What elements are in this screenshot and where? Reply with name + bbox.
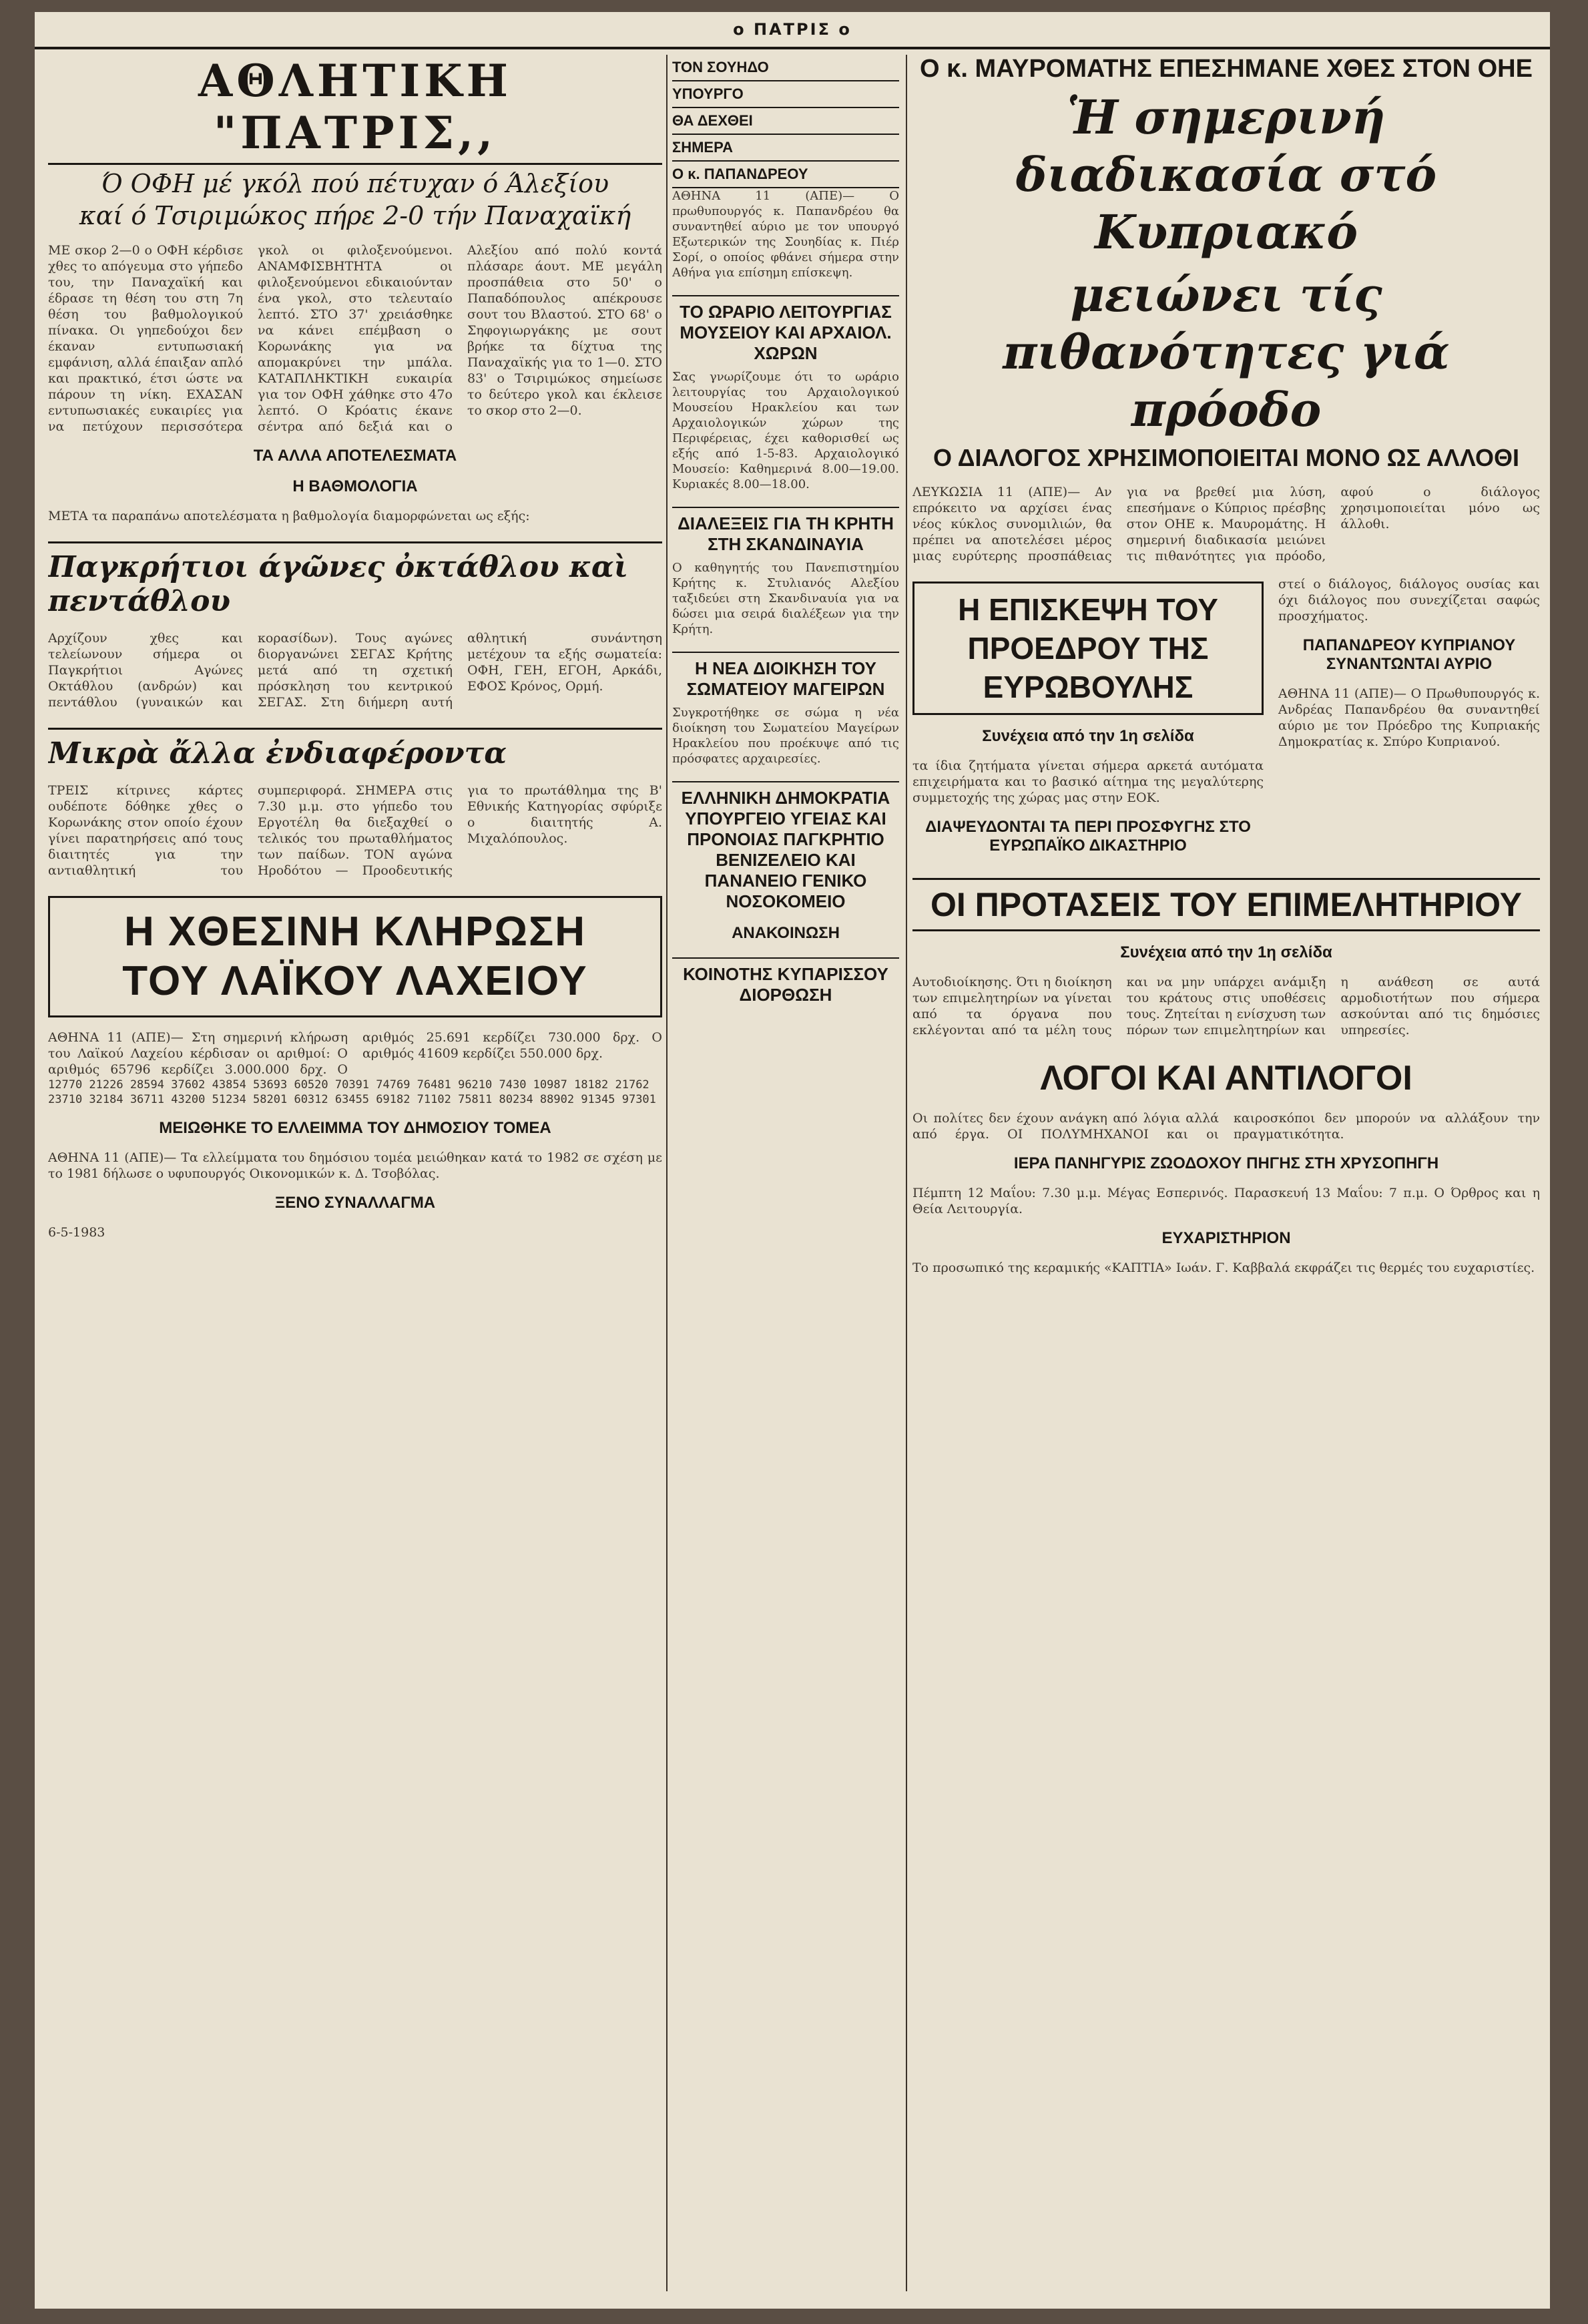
lottery-headline	[48, 896, 662, 1017]
denial-title: ΔΙΑΨΕΥΔΟΝΤΑΙ ΤΑ ΠΕΡΙ ΠΡΟΣΦΥΓΗΣ ΣΤΟ ΕΥΡΩΠΑΪΚΟ ΔΙΚΑΣΤΗΡΙΟ	[925, 818, 1251, 855]
results-title: ΤΑ ΑΛΛΑ ΑΠΟΤΕΛΕΣΜΑΤΑ	[253, 447, 457, 465]
deficit-title: ΜΕΙΩΘΗΚΕ ΤΟ ΕΛΛΕΙΜΜΑ ΤΟΥ ΔΗΜΟΣΙΟΥ ΤΟΜΕΑ	[159, 1119, 551, 1137]
cooks-title: Η ΝΕΑ ΔΙΟΙΚΗΣΗ ΤΟΥ ΣΩΜΑΤΕΙΟΥ ΜΑΓΕΙΡΩΝ	[672, 652, 899, 700]
cyprus-community-title: ΚΟΙΝΟΤΗΣ ΚΥΠΑΡΙΣΣΟΥ ΔΙΟΡΘΩΣΗ	[672, 957, 899, 1005]
front-news-section	[912, 55, 1540, 2291]
lead-body: ΛΕΥΚΩΣΙΑ 11 (ΑΠΕ)— Αν επρόκειτο να αρχίσει ένας νέος κύκλος συνομιλιών, θα πρέπει να αποτελέσει μέρος μιας ευρύτερης προσπάθειας για να βρεθεί μια λύση, επεσήμανε ο Κύπριος πρέσβης στον ΟΗΕ κ. Μαυρομάτης. Η σημερινή διαδικασία μειώνει τις πιθανότητες για πρόοδο, αφού ο διάλογος χρησιμοποιείται μόνο ως άλλοθι.	[912, 485, 1540, 563]
visit-kicker: Συνέχεια από την 1η σελίδα	[982, 727, 1194, 745]
sports-subtitle-1: Ό ΟΦΗ μέ γκόλ πού πέτυχαν ό Άλεξίου	[101, 169, 609, 198]
museum-title: ΤΟ ΩΡΑΡΙΟ ΛΕΙΤΟΥΡΓΙΑΣ ΜΟΥΣΕΙΟΥ ΚΑΙ ΑΡΧΑΙΟΛ. ΧΩΡΩΝ	[672, 295, 899, 364]
museum-body: Σας γνωρίζουμε ότι το ωράριο λειτουργίας του Αρχαιολογικού Μουσείου Ηρακλείου και των Αρχαιολογικών χώρων της Περιφέρειας, έχει καθορισθεί ως εξής από 1-5-83. Αρχαιολογικό Μουσείο: Καθημερινά 8.00—19.00. Κυριακές 8.00—18.00.	[672, 370, 899, 491]
sports-section	[48, 55, 662, 2291]
standings-title: Η ΒΑΘΜΟΛΟΓΙΑ	[292, 477, 418, 495]
tag-line: ΤΟΝ ΣΟΥΗΔΟ	[672, 55, 899, 81]
thanks-body: Το προσωπικό της κεραμικής «ΚΑΠΤΙΑ» Ιωάν. Γ. Καββαλά εκφράζει τις θερμές του ευχαριστίες.	[912, 1260, 1535, 1275]
column-rule	[666, 55, 668, 2291]
lottery-numbers: 12770 21226 28594 37602 43854 53693 60520 70391 74769 76481 96210 7430 10987 18182 21762 23710 32184 36711 43200 51234 58201 60312 63455 69182 71102 75811 80234 88902 91345 97301	[48, 1078, 656, 1106]
side-box-title: ΠΑΠΑΝΔΡΕΟΥ ΚΥΠΡΙΑΝΟΥ ΣΥΝΑΝΤΩΝΤΑΙ ΑΥΡΙΟ	[1302, 636, 1516, 673]
logoi-body: Οι πολίτες δεν έχουν ανάγκη από λόγια αλλά από έργα. ΟΙ ΠΟΛΥΜΗΧΑΝΟΙ και οι καιροσκόποι δεν μπορούν να αλλάξουν την πραγματικότητα.	[912, 1111, 1540, 1142]
visit-block	[912, 564, 1264, 859]
deficit-body: ΑΘΗΝΑ 11 (ΑΠΕ)— Τα ελλείμματα του δημόσιου τομέα μειώθηκαν κατά το 1982 σε σχέση με το 1981 δήλωσε ο υφυπουργός Οικονομικών κ. Δ. Τσοβόλας.	[48, 1150, 662, 1181]
tag-line: ΥΠΟΥΡΓΟ	[672, 81, 899, 108]
chamber-title: ΟΙ ΠΡΟΤΑΣΕΙΣ ΤΟΥ ΕΠΙΜΕΛΗΤΗΡΙΟΥ	[912, 878, 1540, 931]
tag-line: ΘΑ ΔΕΧΘΕΙ	[672, 108, 899, 135]
chamber-kicker: Συνέχεια από την 1η σελίδα	[1120, 943, 1332, 961]
fx-title: ΞΕΝΟ ΣΥΝΑΛΛΑΓΜΑ	[274, 1194, 436, 1212]
tag-line: Ο κ. ΠΑΠΑΝΔΡΕΟΥ	[672, 162, 899, 188]
scandinavia-title: ΔΙΑΛΕΞΕΙΣ ΓΙΑ ΤΗ ΚΡΗΤΗ ΣΤΗ ΣΚΑΝΔΙΝΑΥΙΑ	[672, 507, 899, 555]
minor-news-title: Μικρὰ ἄλλα ἐνδιαφέροντα	[48, 728, 662, 770]
chamber-body: Αυτοδιοίκησης. Ότι η διοίκηση των επιμελητηρίων να γίνεται από τα όργανα που εκλέγονται από τα μέλη τους και να μην υπάρχει ανάμιξη του κράτους στις υποθέσεις τους. Ζητείται η ενίσχυση των πόρων των επιμελητηρίων και η ανάθεση σε αυτά αρμοδιοτήτων που σήμερα ασκούνται από τις δημόσιες υπηρεσίες.	[912, 975, 1540, 1037]
tag-body: ΑΘΗΝΑ 11 (ΑΠΕ)— Ο πρωθυπουργός κ. Παπανδρέου θα συναντηθεί αύριο με τον υπουργό Εξωτερικών της Σουηδίας κ. Πιέρ Σορί, ο οποίος φθάνει σήμερα στην Αθήνα για επίσημη επίσκεψη.	[672, 189, 899, 280]
thanks-title: ΕΥΧΑΡΙΣΤΗΡΙΟΝ	[1161, 1229, 1291, 1247]
masthead: ο ΠΑΤΡΙΣ ο	[35, 12, 1550, 49]
sports-subtitle-2: καί ό Τσιριμώκος πήρε 2-0 τήν Παναχαϊκή	[79, 201, 631, 230]
lottery-title-line-2: ΤΟΥ ΛΑΪΚΟΥ ΛΑΧΕΙΟΥ	[122, 958, 588, 1004]
lead-headline-2: μειώνει τίς πιθανότητες γιά πρόοδο	[1003, 267, 1450, 437]
side-block	[1278, 564, 1540, 859]
hospital-title: ΕΛΛΗΝΙΚΗ ΔΗΜΟΚΡΑΤΙΑ ΥΠΟΥΡΓΕΙΟ ΥΓΕΙΑΣ ΚΑΙ ΠΡΟΝΟΙΑΣ ΠΑΓΚΡΗΤΙΟ ΒΕΝΙΖΕΛΕΙΟ ΚΑΙ ΠΑΝΑΝΕΙΟ ΓΕΝΙΚΟ ΝΟΣΟΚΟΜΕΙΟ	[672, 781, 899, 912]
cooks-body: Συγκροτήθηκε σε σώμα η νέα διοίκηση του Σωματείου Μαγείρων Ηρακλείου που προέκυψε από τις πρόσφατες αρχαιρεσίες.	[672, 706, 899, 766]
lottery-body: ΑΘΗΝΑ 11 (ΑΠΕ)— Στη σημερινή κλήρωση του Λαϊκού Λαχείου κέρδισαν οι αριθμοί: Ο αριθμός 65796 κερδίζει 3.000.000 δρχ. Ο αριθμός 25.691 κερδίζει 730.000 δρχ. Ο αριθμός 41609 κερδίζει 550.000 δρχ.	[48, 1030, 662, 1077]
standings-note: ΜΕΤΑ τα παραπάνω αποτελέσματα η βαθμολογία διαμορφώνεται ως εξής:	[48, 509, 530, 523]
scandinavia-body: Ο καθηγητής του Πανεπιστημίου Κρήτης κ. Στυλιανός Αλεξίου ταξιδεύει στη Σκανδιναυία για να δώσει μια σειρά διαλέξεων για την Κρήτη.	[672, 561, 899, 636]
column-rule	[906, 55, 907, 2291]
newspaper-page	[35, 12, 1550, 2309]
lead-kicker: Ο κ. ΜΑΥΡΟΜΑΤΗΣ ΕΠΕΣΗΜΑΝΕ ΧΘΕΣ ΣΤΟΝ ΟΗΕ	[920, 55, 1533, 83]
visit-title: Η ΕΠΙΣΚΕΨΗ ΤΟΥ ΠΡΟΕΔΡΟΥ ΤΗΣ ΕΥΡΩΒΟΥΛΗΣ	[912, 582, 1264, 715]
logoi-title: ΛΟΓΟΙ ΚΑΙ ΑΝΤΙΛΟΓΟΙ	[1040, 1059, 1412, 1098]
minor-news-body: ΤΡΕΙΣ κίτρινες κάρτες ουδέποτε δόθηκε χθες ο Κορωνάκης στον οποίο έχουν γίνει παρατηρήσεις από τους διαιτητές για την αντιαθλητική του συμπεριφορά. ΣΗΜΕΡΑ στις 7.30 μ.μ. στο γήπεδο του Εργοτέλη θα διεξαχθεί ο τελικός του πρωταθλήματος των παίδων. ΤΟΝ αγώνα Ηροδότου — Προοδευτικής για το πρωτάθλημα της Β' Εθνικής Κατηγορίας σφύριξε ο διαιτητής Α. Μιχαλόπουλος.	[48, 783, 662, 878]
fx-date: 6-5-1983	[48, 1225, 105, 1240]
sports-body: ΜΕ σκορ 2—0 ο ΟΦΗ κέρδισε χθες το απόγευμα στο γήπεδο του, την Παναχαϊκή και έδρασε τη θέση του στη 7η θέση του βαθμολογικού πίνακα. Οι γηπεδούχοι δεν έκαναν εντυπωσιακή εμφάνιση, αλλά έπαιξαν απλό και πρακτικό, έτσι ώστε να πάρουν τη νίκη. ΕΧΑΣΑΝ εντυπωσιακές ευκαιρίες για να πετύχουν περισσότερα γκολ οι φιλοξενούμενοι. ΑΝΑΜΦΙΣΒΗΤΗΤΑ οι φιλοξενούμενοι εδικαιούνταν ένα γκολ, στο τελευταίο λεπτό. ΣΤΟ 37' χρειάσθηκε να κάνει επέμβαση ο Κορωνάκης για να απομακρύνει την μπάλα. ΚΑΤΑΠΛΗΚΤΙΚΗ ευκαιρία για τον ΟΦΗ χάθηκε στο 47ο λεπτό. Ο Κρόατις έκανε σέντρα από δεξιά και ο Αλεξίου από πολύ κοντά πλάσαρε άουτ. ΜΕ μεγάλη προσπάθεια στο 50' ο Παπαδόπουλος απέκρουσε σουτ του Βλαστού. ΣΤΟ 68' ο Σηφογιωργάκης με σουτ βρήκε τα δίχτυα της Παναχαϊκής για το 1—0. ΣΤΟ 83' ο Τσιριμώκος σημείωσε το δεύτερο γκολ και έκλεισε το σκορ στο 2—0.	[48, 243, 662, 434]
tag-line: ΣΗΜΕΡΑ	[672, 135, 899, 162]
festival-body: Πέμπτη 12 Μαΐου: 7.30 μ.μ. Μέγας Εσπερινός. Παρασκευή 13 Μαΐου: 7 π.μ. Ο Όρθρος και η Θεία Λειτουργία.	[912, 1186, 1540, 1216]
notice-title: ΑΝΑΚΟΙΝΩΣΗ	[732, 924, 840, 942]
festival-title: ΙΕΡΑ ΠΑΝΗΓΥΡΙΣ ΖΩΟΔΟΧΟΥ ΠΗΓΗΣ ΣΤΗ ΧΡΥΣΟΠΗΓΗ	[1013, 1154, 1439, 1172]
sports-banner: ΑΘΛΗΤΙΚΗ "ΠΑΤΡΙΣ,,	[48, 55, 662, 165]
lead-deck: Ο ΔΙΑΛΟΓΟΣ ΧΡΗΣΙΜΟΠΟΙΕΙΤΑΙ ΜΟΝΟ ΩΣ ΑΛΛΟΘΙ	[933, 444, 1519, 471]
lottery-title-line-1: Η ΧΘΕΣΙΝΗ ΚΛΗΡΩΣΗ	[123, 909, 587, 955]
visit-body: τα ίδια ζητήματα γίνεται σήμερα αρκετά αυτόματα επιχειρήματα και το βασικό αίτημα της μεγαλύτερης συμμετοχής της χώρας μας στην ΕΟΚ.	[912, 758, 1264, 805]
side-box-body: ΑΘΗΝΑ 11 (ΑΠΕ)— Ο Πρωθυπουργός κ. Ανδρέας Παπανδρέου θα συναντηθεί αύριο με τον Πρόεδρο της Κυπριακής Δημοκρατίας κ. Σπύρο Κυπριανού.	[1278, 686, 1540, 749]
lead-headline-1: Ἡ σημερινή διαδικασία στό Κυπριακό	[1015, 89, 1437, 260]
pancretan-body: Αρχίζουν χθες και τελείωνουν σήμερα οι Παγκρήτιοι Αγώνες Οκτάθλου (ανδρών) και πεντάθλου (γυναικών και κορασίδων). Τους αγώνες διοργανώνει ΣΕΓΑΣ Κρήτης μετά από τη σχετική πρόσκληση του κεντρικού ΣΕΓΑΣ. Στη διήμερη αυτή αθλητική συνάντηση μετέχουν τα εξής σωματεία: ΟΦΗ, ΓΕΗ, ΕΓΟΗ, Αρκάδι, ΕΦΟΣ Κρόνος, Ορμή.	[48, 631, 662, 710]
middle-column	[672, 55, 899, 2291]
visit-row	[912, 564, 1540, 859]
side-note: στεί ο διάλογος, διάλογος ουσίας και όχι διάλογος που συνεχίζεται σαφώς προσχήματος.	[1278, 577, 1540, 624]
pancretan-title: Παγκρήτιοι άγῶνες ὀκτάθλου καὶ πεντάθλου	[48, 541, 662, 618]
